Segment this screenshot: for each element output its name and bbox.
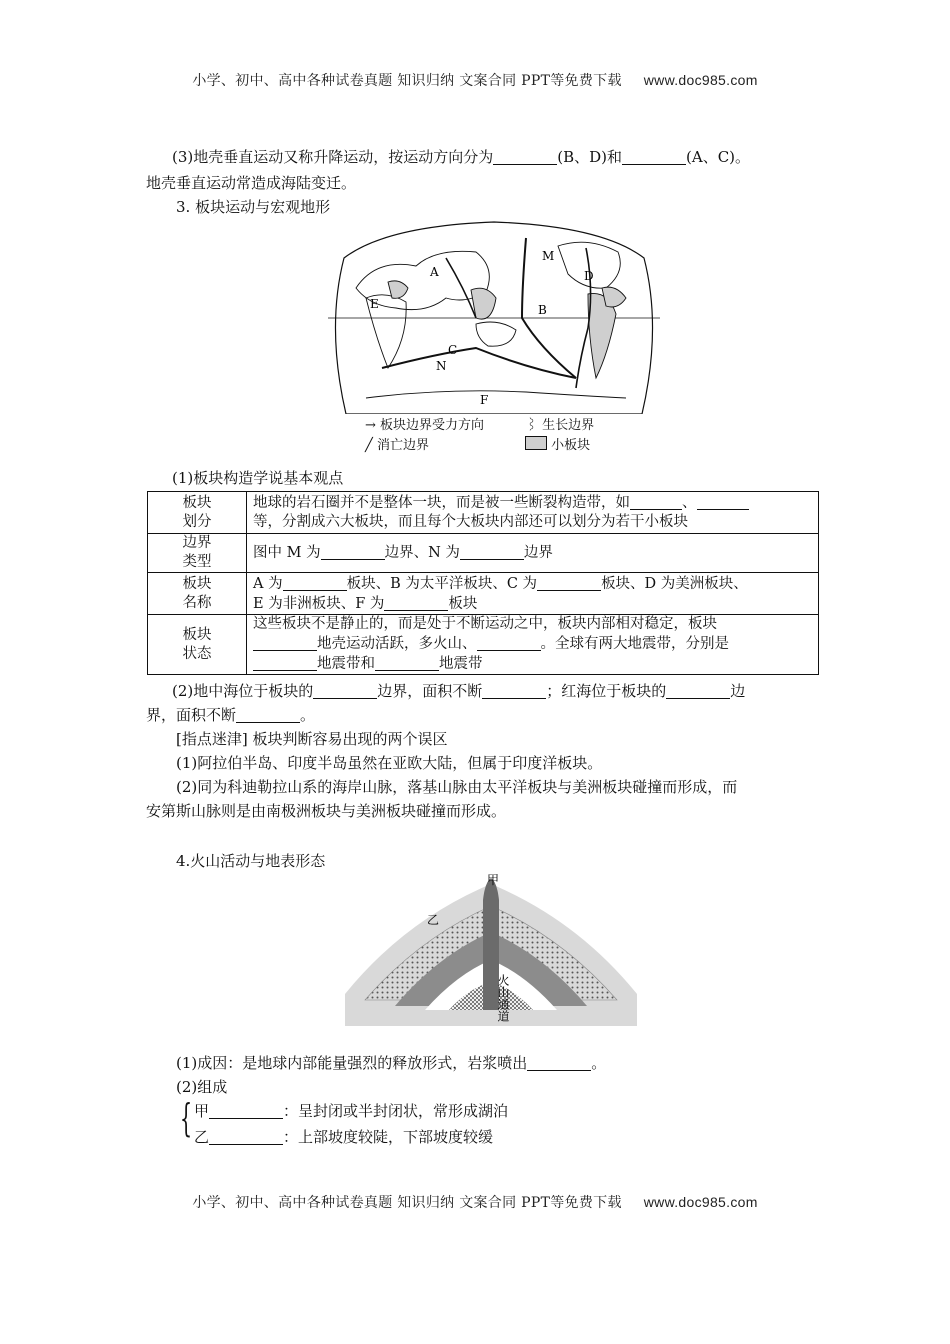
cell-text: 地震带	[439, 656, 483, 672]
subduction-boundary-icon: ╱	[365, 438, 373, 453]
cell-text: 板块、B 为太平洋板块、C 为	[346, 575, 538, 592]
s4-yi-line	[194, 1126, 493, 1148]
text: ；红海位于板块的	[546, 682, 667, 700]
legend-growth: 生长边界	[542, 418, 595, 433]
map-label-f: F	[480, 393, 489, 407]
map-label-m: M	[542, 249, 555, 263]
cell-text: 地壳运动活跃，多火山、	[317, 636, 477, 652]
blank[interactable]	[622, 148, 686, 165]
growth-boundary-icon: ⌇	[525, 418, 539, 433]
s3-sub2-line2	[146, 704, 315, 726]
header-line: 划分	[182, 513, 212, 530]
label-jia: 甲	[487, 873, 500, 887]
cell-text: 地震带和	[317, 656, 375, 672]
cell-text: 这些板块不是静止的，而是处于不断运动之中，板块内部相对稳定，板块	[253, 616, 717, 632]
yi-desc: ：上部坡度较陡，下部坡度较缓	[283, 1128, 494, 1146]
cell-text: A 为	[253, 575, 283, 592]
s3-sub1-title: (1)板块构造学说基本观点	[172, 469, 344, 487]
blank[interactable]	[209, 1128, 283, 1145]
blank[interactable]	[384, 594, 448, 611]
text: 。	[300, 706, 316, 724]
blank[interactable]	[313, 682, 377, 699]
arrow-icon: →	[365, 418, 376, 433]
cell-text: 图中 M 为	[253, 545, 321, 561]
cell-text: 。全球有两大地震带，分别是	[540, 636, 729, 652]
table-row	[148, 492, 819, 534]
text: 边	[730, 682, 746, 700]
blank[interactable]	[236, 706, 300, 723]
blank[interactable]	[493, 148, 557, 165]
blank[interactable]	[375, 654, 439, 671]
header-line: 状态	[182, 645, 212, 662]
table-row	[148, 615, 819, 675]
blank[interactable]	[253, 634, 317, 651]
text: 边界，面积不断	[377, 682, 483, 700]
row-header	[148, 492, 247, 534]
cell-text: 板块	[448, 595, 478, 612]
volcano-diagram	[345, 870, 637, 1026]
cell-text: 边界	[523, 545, 553, 561]
s2-p3-text-c: (A、C)。	[686, 148, 751, 166]
row-content	[247, 615, 819, 675]
map-label-n: N	[436, 359, 447, 373]
blank[interactable]	[697, 493, 749, 510]
page-header	[0, 70, 950, 90]
s3-title: 3. 板块运动与宏观地形	[176, 198, 331, 216]
map-label-c: C	[448, 343, 458, 357]
map-label-d: D	[584, 269, 594, 283]
cell-text: 地球的岩石圈并不是整体一块，而是被一些断裂构造带，如	[253, 495, 630, 511]
header-line: 类型	[182, 554, 212, 570]
blank[interactable]	[460, 543, 524, 560]
label-yi: 乙	[427, 913, 440, 927]
blank[interactable]	[253, 654, 317, 671]
row-content	[247, 492, 819, 534]
text: (1)成因：是地球内部能量强烈的释放形式，岩浆喷出	[176, 1054, 528, 1072]
s4-c2-title: (2)组成	[176, 1078, 228, 1096]
text: (2)地中海位于板块的	[172, 682, 314, 700]
tip-title: [指点迷津] 板块判断容易出现的两个误区	[176, 730, 448, 748]
blank[interactable]	[477, 634, 541, 651]
s4-jia-line	[194, 1100, 508, 1122]
s3-sub2-line1	[172, 680, 745, 702]
header-line: 名称	[182, 594, 212, 611]
blank[interactable]	[482, 682, 546, 699]
s4-c1	[176, 1052, 606, 1074]
footer-url[interactable]: www.doc985.com	[643, 1194, 758, 1210]
label-channel: 火山通道	[496, 974, 510, 1022]
jia-desc: ：呈封闭或半封闭状，常形成湖泊	[283, 1102, 509, 1120]
cell-text: 、	[682, 495, 697, 511]
row-header	[148, 534, 247, 573]
s4-title: 4.火山活动与地表形态	[176, 852, 326, 870]
blank[interactable]	[209, 1102, 283, 1119]
cell-text: 边界、N 为	[384, 545, 460, 561]
row-header	[148, 615, 247, 675]
header-line: 板块	[182, 494, 212, 511]
blank[interactable]	[537, 574, 601, 591]
map-label-b: B	[538, 303, 547, 317]
tip-2-line2: 安第斯山脉则是由南极洲板块与美洲板块碰撞而形成。	[146, 802, 507, 820]
blank[interactable]	[630, 493, 682, 510]
tip-2-line1: (2)同为科迪勒拉山系的海岸山脉，落基山脉由太平洋板块与美洲板块碰撞而形成，而	[176, 778, 738, 796]
cell-text: 板块、D 为美洲板块、	[601, 575, 748, 592]
s2-p3-line2: 地壳垂直运动常造成海陆变迁。	[146, 174, 357, 192]
footer-text: 小学、初中、高中各种试卷真题 知识归纳 文案合同 PPT等免费下载	[192, 1195, 622, 1211]
cell-text: E 为非洲板块、F 为	[253, 595, 385, 612]
small-plate-icon	[525, 436, 547, 450]
map-label-a: A	[430, 265, 439, 279]
s2-p3-line1	[172, 146, 750, 168]
blank[interactable]	[321, 543, 385, 560]
brace-icon: {	[180, 1096, 193, 1140]
plate-map	[326, 218, 662, 414]
s2-p3-text-b: (B、D)和	[557, 148, 623, 166]
text: 界，面积不断	[146, 706, 237, 724]
row-content	[247, 534, 819, 573]
header-line: 边界	[182, 535, 212, 551]
plate-theory-table	[147, 491, 819, 675]
map-label-e: E	[370, 297, 379, 311]
s2-p3-text-a: (3)地壳垂直运动又称升降运动，按运动方向分为	[172, 148, 494, 166]
blank[interactable]	[527, 1054, 591, 1071]
cell-text: 等，分割成六大板块，而且每个大板块内部还可以划分为若干小板块	[253, 514, 688, 530]
blank[interactable]	[666, 682, 730, 699]
legend-small-plate: 小板块	[551, 438, 591, 453]
yi-name: 乙	[194, 1128, 210, 1146]
blank[interactable]	[283, 574, 347, 591]
table-row	[148, 534, 819, 573]
header-line: 板块	[182, 626, 212, 643]
row-content	[247, 573, 819, 615]
row-header	[148, 573, 247, 615]
header-text: 小学、初中、高中各种试卷真题 知识归纳 文案合同 PPT等免费下载	[192, 73, 622, 89]
page-footer	[0, 1192, 950, 1212]
tip-1: (1)阿拉伯半岛、印度半岛虽然在亚欧大陆，但属于印度洋板块。	[176, 754, 603, 772]
legend-subduction: 消亡边界	[376, 438, 429, 453]
header-line: 板块	[182, 575, 212, 592]
header-url[interactable]: www.doc985.com	[643, 72, 758, 88]
jia-name: 甲	[194, 1102, 210, 1120]
text: 。	[591, 1054, 607, 1072]
legend-force: 板块边界受力方向	[380, 418, 485, 433]
table-row	[148, 573, 819, 615]
